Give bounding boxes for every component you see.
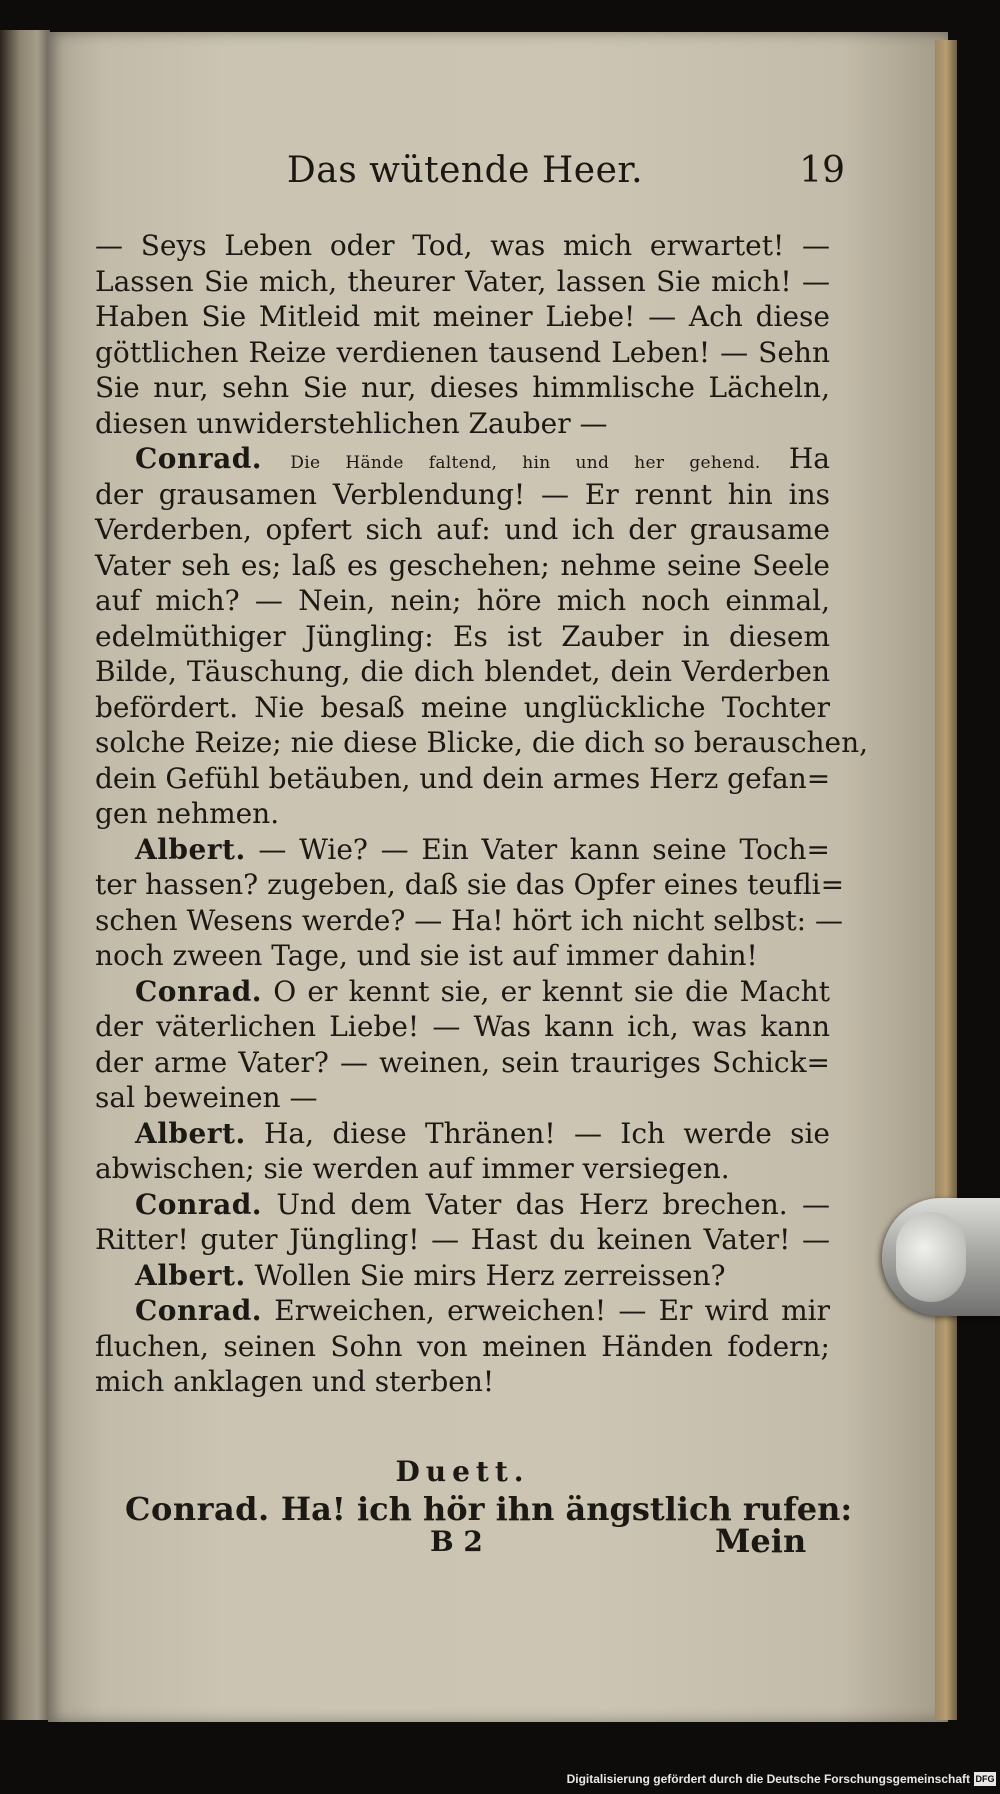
text-line — [95, 1329, 830, 1365]
line-text: Bilde, Täuschung, die dich blendet, dein Verderben — [95, 655, 830, 688]
text-line — [95, 1293, 830, 1329]
text-line — [95, 370, 830, 406]
line-text: noch zween Tage, und sie ist auf immer dahin! — [95, 939, 758, 972]
line-text: dein Gefühl betäuben, und dein armes Herz gefan= — [95, 761, 831, 795]
text-line — [95, 1080, 830, 1116]
text-line — [95, 619, 830, 655]
text-line — [95, 761, 830, 797]
text-line — [95, 1009, 830, 1045]
text-line — [95, 938, 830, 974]
text-line — [95, 406, 830, 442]
speaker-name: Albert. — [135, 1116, 246, 1150]
duet-text: Ha! ich hör ihn ängstlich rufen: — [280, 1490, 853, 1528]
line-text: Wollen Sie mirs Herz zerreissen? — [254, 1258, 726, 1292]
text-line — [95, 1222, 830, 1258]
text-line — [95, 654, 830, 690]
stage-direction: Die Hände faltend, hin und her gehend. — [290, 453, 761, 473]
line-text: Verderben, opfert sich auf: und ich der grausame — [95, 513, 830, 546]
line-text: Sie nur, sehn Sie nur, dieses himmlische Lächeln, — [95, 371, 830, 404]
line-text: Ha — [788, 442, 830, 475]
line-text: abwischen; sie werden auf immer versiegen. — [95, 1152, 730, 1185]
text-line — [95, 299, 830, 335]
line-text: Und dem Vater das Herz brechen. — — [276, 1187, 830, 1221]
text-line — [95, 335, 830, 371]
line-text: der grausamen Verblendung! — Er rennt hin ins — [95, 477, 830, 511]
line-text: Lassen Sie mich, theurer Vater, lassen Sie mich! — — [95, 264, 830, 298]
page-header — [95, 150, 845, 200]
line-text: — Wie? — Ein Vater kann seine Toch= — [258, 832, 830, 866]
text-line — [95, 264, 830, 300]
page-number: 19 — [799, 150, 845, 191]
line-text: diesen unwiderstehlichen Zauber — — [95, 406, 608, 440]
speaker-name: Albert. — [135, 832, 246, 866]
line-text: göttlichen Reize verdienen tausend Leben! — Sehn — [95, 335, 830, 369]
speaker-name: Conrad. — [135, 1187, 263, 1221]
line-text: — Seys Leben oder Tod, was mich erwartet! — — [95, 229, 830, 262]
page-clip — [882, 1198, 1000, 1316]
catchword: Mein — [715, 1522, 807, 1560]
text-line — [95, 1364, 830, 1400]
line-text: Vater seh es; laß es geschehen; nehme seine Seele — [95, 548, 830, 582]
speaker-name: Conrad. — [135, 974, 263, 1008]
left-page-edge — [0, 30, 50, 1720]
speaker-name: Conrad. — [135, 442, 263, 475]
text-line — [95, 690, 830, 726]
line-text: Erweichen, erweichen! — Er wird mir — [274, 1294, 831, 1327]
line-text: Ha, diese Thränen! — Ich werde sie — [264, 1116, 830, 1150]
line-text: Ritter! guter Jüngling! — Hast du keinen Vater! — — [95, 1223, 830, 1256]
line-text: ter hassen? zugeben, daß sie das Opfer eines teufli= — [95, 868, 845, 901]
text-line — [95, 512, 830, 548]
line-text: gen nehmen. — [95, 797, 280, 830]
page-fore-edge — [935, 40, 957, 1720]
printer-signature: B 2 — [430, 1525, 483, 1558]
text-line — [95, 583, 830, 619]
duet-speaker: Conrad. — [125, 1490, 270, 1528]
line-text: O er kennt sie, er kennt sie die Macht — [273, 974, 830, 1008]
line-text: schen Wesens werde? — Ha! hört ich nicht selbst: — — [95, 903, 844, 937]
text-line — [95, 441, 830, 477]
text-line — [95, 903, 844, 939]
duet-heading: Duett. — [395, 1455, 530, 1488]
text-line — [95, 725, 869, 761]
text-line — [95, 796, 830, 832]
text-line — [95, 1151, 830, 1187]
text-line — [95, 1258, 830, 1294]
text-line — [95, 1045, 830, 1081]
line-text: der väterlichen Liebe! — Was kann ich, was kann — [95, 1010, 830, 1043]
footer-credit: Digitalisierung gefördert durch die Deutsche Forschungsgemeinschaft — [566, 1772, 970, 1786]
text-line — [95, 477, 830, 513]
text-line — [95, 228, 830, 264]
page-clip-highlight — [896, 1212, 966, 1302]
text-line — [95, 867, 845, 903]
line-text: mich anklagen und sterben! — [95, 1365, 495, 1398]
text-line — [95, 974, 830, 1010]
dfg-logo: DFG — [975, 1774, 995, 1784]
footer-bar — [0, 1768, 1000, 1794]
text-line — [95, 548, 830, 584]
running-title: Das wütende Heer. — [286, 150, 644, 191]
line-text: auf mich? — Nein, nein; höre mich noch einmal, — [95, 584, 830, 617]
line-text: solche Reize; nie diese Blicke, die dich so berauschen, — [95, 726, 869, 759]
line-text: edelmüthiger Jüngling: Es ist Zauber in diesem — [95, 619, 830, 653]
line-text: befördert. Nie besaß meine unglückliche Tochter — [95, 690, 830, 724]
body-text — [95, 228, 869, 1400]
line-text: der arme Vater? — weinen, sein trauriges Schick= — [95, 1045, 830, 1079]
text-line — [95, 832, 830, 868]
line-text: Haben Sie Mitleid mit meiner Liebe! — Ach diese — [95, 300, 830, 333]
line-text: fluchen, seinen Sohn von meinen Händen fodern; — [95, 1329, 830, 1363]
line-text: sal beweinen — — [95, 1081, 318, 1114]
text-line — [95, 1187, 830, 1223]
text-line — [95, 1116, 830, 1152]
speaker-name: Albert. — [135, 1258, 246, 1292]
speaker-name: Conrad. — [135, 1294, 263, 1327]
